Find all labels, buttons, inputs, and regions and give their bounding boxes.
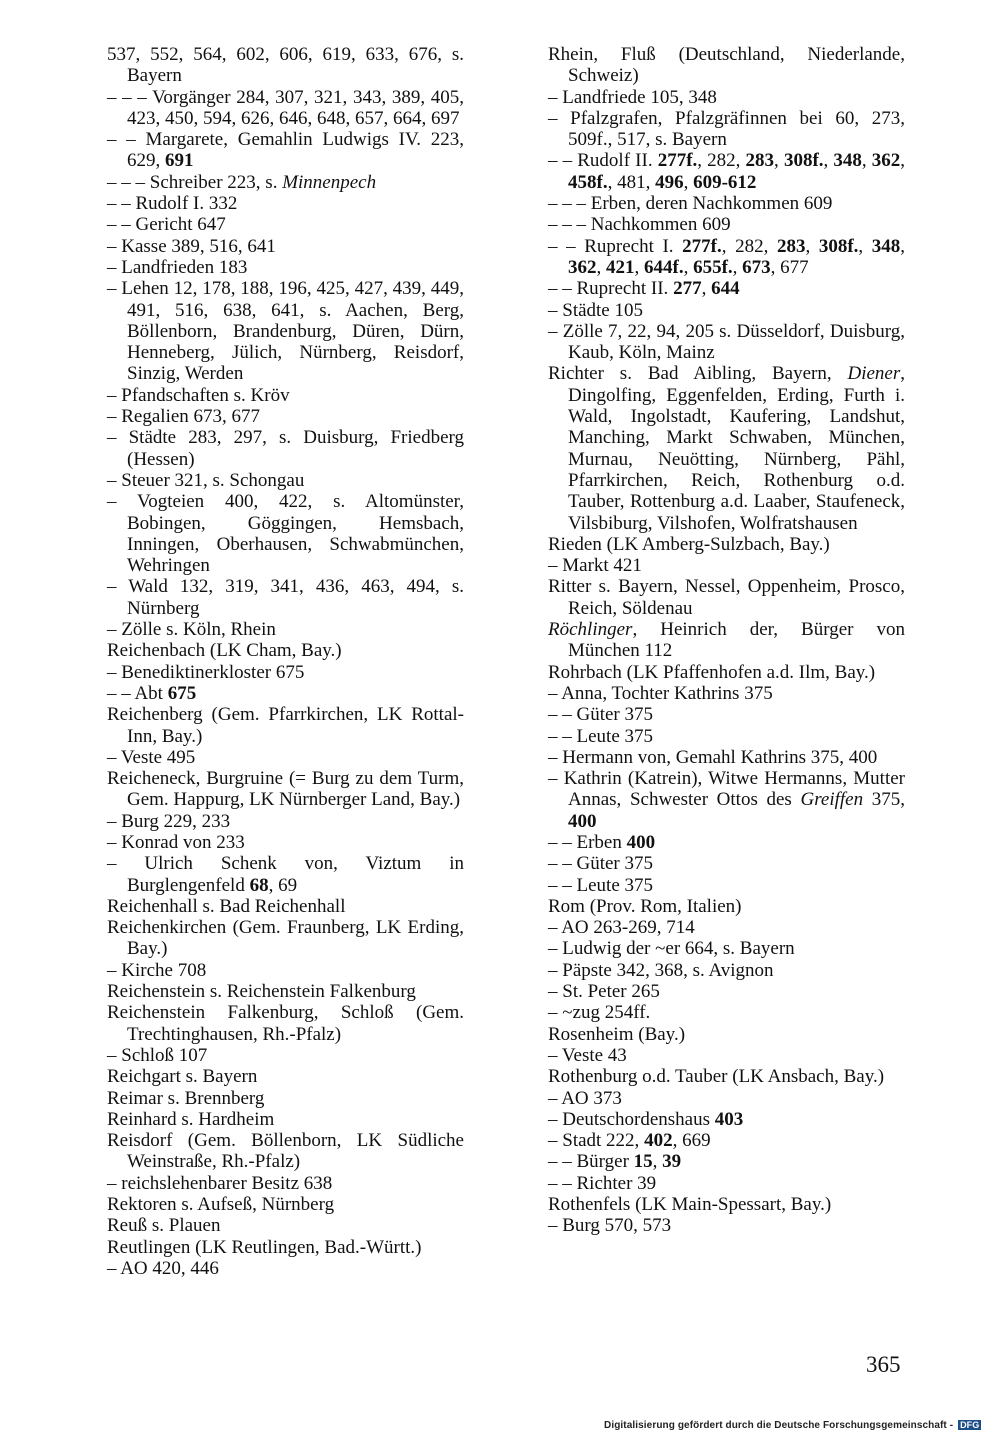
index-entry-text: Rom (Prov. Rom, Italien) bbox=[548, 895, 742, 917]
index-entry bbox=[548, 87, 905, 108]
index-entry-text: , bbox=[900, 150, 906, 172]
index-entry bbox=[107, 576, 464, 619]
index-entry bbox=[107, 1130, 464, 1173]
index-entry-text: – ~zug 254ff. bbox=[548, 1002, 651, 1024]
index-entry-text: – Pfandschaften s. Kröv bbox=[107, 384, 290, 406]
index-entry-text: Reichenkirchen (Gem. Fraunberg, LK Erding, Bay.) bbox=[107, 917, 464, 960]
index-entry bbox=[548, 683, 905, 704]
index-entry-text: – – Erben bbox=[548, 831, 627, 853]
index-entry-text: – Kirche 708 bbox=[107, 959, 207, 981]
index-entry-text: 458f. bbox=[568, 171, 608, 193]
index-entry-text: Rothenfels (LK Main-Spessart, Bay.) bbox=[548, 1194, 832, 1216]
footer-text: Digitalisierung gefördert durch die Deutsche Forschungsgemeinschaft - bbox=[604, 1420, 954, 1431]
index-entry-text: – Regalien 673, 677 bbox=[107, 406, 261, 428]
index-entry-text: – Wald 132, 319, 341, 436, 463, 494, s. Nürnberg bbox=[107, 576, 464, 619]
index-entry bbox=[107, 896, 464, 917]
index-entry-text: – – Rudolf II. bbox=[548, 150, 658, 172]
index-entry-text: 644 bbox=[711, 278, 740, 300]
index-entry-text: 403 bbox=[714, 1108, 744, 1130]
index-entry bbox=[107, 1215, 464, 1236]
index-entry bbox=[107, 683, 464, 704]
index-entry-text: – Pfalzgrafen, Pfalzgräfinnen bei 60, 273, 509f., 517, s. Bayern bbox=[548, 107, 905, 151]
index-entry-text: 362 bbox=[871, 150, 901, 172]
index-entry-text: Greiffen bbox=[800, 789, 864, 811]
index-entry-text: – Hermann von, Gemahl Kathrins 375, 400 bbox=[548, 746, 878, 768]
index-entry bbox=[107, 1045, 464, 1066]
index-entry-text: – – Ruprecht I. bbox=[548, 235, 683, 257]
index-entry bbox=[548, 193, 905, 214]
index-entry bbox=[548, 555, 905, 576]
page-number: 365 bbox=[866, 1352, 901, 1377]
index-entry-text: – Konrad von 233 bbox=[107, 831, 245, 853]
index-entry-text: – Schloß 107 bbox=[107, 1044, 208, 1066]
index-entry-text: – – Ruprecht II. bbox=[548, 278, 674, 300]
index-entry-text: – – – Erben, deren Nachkommen 609 bbox=[548, 193, 833, 215]
index-entry-text: – – – Vorgänger 284, 307, 321, 343, 389, 405, 423, 450, 594, 626, 646, 648, 657, 664, 697 bbox=[107, 86, 464, 129]
index-entry-text: 283 bbox=[745, 150, 775, 172]
index-entry-text: 277f. bbox=[657, 150, 698, 172]
index-entry bbox=[548, 960, 905, 981]
index-entry bbox=[107, 960, 464, 981]
index-entry-text: – – Leute 375 bbox=[548, 874, 654, 896]
index-entry-text: , 481, bbox=[607, 171, 656, 193]
index-entry-text: – Veste 495 bbox=[107, 746, 196, 768]
index-entry-text: Rektoren s. Aufseß, Nürnberg bbox=[107, 1194, 335, 1216]
index-entry-text: 496 bbox=[655, 171, 684, 193]
index-entry-text: – – Leute 375 bbox=[548, 725, 654, 747]
index-entry bbox=[107, 619, 464, 640]
index-entry-text: – reichslehenbarer Besitz 638 bbox=[107, 1172, 333, 1194]
index-entry-text: – Lehen 12, 178, 188, 196, 425, 427, 439, 449, 491, 516, 638, 641, s. Aachen, Berg, Böllenborn, Brandenburg, Düren, Dürn, Henneberg, Jülich, Nürnberg, Reisdorf, Sinzig, Werden bbox=[107, 278, 464, 385]
index-entry bbox=[548, 300, 905, 321]
index-entry bbox=[107, 87, 464, 130]
dfg-logo: DFG bbox=[960, 1420, 980, 1430]
index-entry-text: – Landfriede 105, 348 bbox=[548, 86, 717, 108]
index-entry-text: 362 bbox=[568, 256, 597, 278]
index-entry bbox=[107, 427, 464, 470]
index-entry-text: – – Rudolf I. 332 bbox=[107, 193, 238, 215]
index-entry bbox=[548, 896, 905, 917]
index-entry-text: Reimar s. Brennberg bbox=[107, 1087, 265, 1109]
index-entry-text: , Heinrich der, Bürger von München 112 bbox=[568, 619, 905, 662]
index-entry bbox=[548, 619, 905, 662]
index-entry bbox=[548, 726, 905, 747]
index-entry-text: , bbox=[701, 278, 712, 300]
index-entry bbox=[548, 363, 905, 533]
index-entry-text: – Anna, Tochter Kathrins 375 bbox=[548, 682, 773, 704]
index-entry bbox=[548, 44, 905, 87]
index-entry bbox=[107, 811, 464, 832]
index-entry-text: 609-612 bbox=[693, 171, 757, 193]
index-entry-text: – Burg 229, 233 bbox=[107, 810, 231, 832]
index-entry-text: , bbox=[683, 256, 694, 278]
index-entry-text: Rieden (LK Amberg-Sulzbach, Bay.) bbox=[548, 533, 830, 555]
index-entry-text: 537, 552, 564, 602, 606, 619, 633, 676, s. Bayern bbox=[107, 44, 464, 87]
index-entry-text: – Kasse 389, 516, 641 bbox=[107, 235, 276, 257]
index-entry bbox=[107, 853, 464, 896]
index-entry bbox=[548, 1215, 905, 1236]
index-entry bbox=[107, 491, 464, 576]
index-entry-text: , 282, bbox=[697, 150, 746, 172]
index-entry-text: – – Bürger bbox=[548, 1151, 634, 1173]
index-entry-text: – Kathrin (Katrein), Witwe Hermanns, Mutter Annas, Schwester Ottos des bbox=[548, 768, 905, 811]
index-entry bbox=[548, 1173, 905, 1194]
index-entry-text: Rhein, Fluß (Deutschland, Niederlande, Schweiz) bbox=[548, 44, 905, 87]
index-entry-text: 400 bbox=[626, 831, 656, 853]
index-entry-text: Röchlinger bbox=[548, 619, 633, 641]
index-entry-text: Rosenheim (Bay.) bbox=[548, 1023, 686, 1045]
index-entry-text: – Landfrieden 183 bbox=[107, 256, 248, 278]
index-entry bbox=[548, 1130, 905, 1151]
index-entry-text: – – Güter 375 bbox=[548, 853, 654, 875]
index-entry bbox=[107, 385, 464, 406]
index-entry bbox=[548, 1002, 905, 1023]
index-entry-text: – – Abt bbox=[107, 682, 168, 704]
index-entry-text: Richter s. Bad Aibling, Bayern, bbox=[548, 363, 848, 385]
index-entry-text: Rohrbach (LK Pfaffenhofen a.d. Ilm, Bay.) bbox=[548, 661, 876, 683]
footer-credit bbox=[604, 1420, 981, 1431]
index-entry-text: – AO 373 bbox=[548, 1087, 622, 1109]
index-entry-text: 375, bbox=[863, 789, 906, 811]
index-entry bbox=[548, 662, 905, 683]
index-entry-text: – Ludwig der ~er 664, s. Bayern bbox=[548, 938, 795, 960]
index-entry-text: – – Margarete, Gemahlin Ludwigs IV. 223, 629, bbox=[107, 129, 464, 172]
index-entry-text: 308f. bbox=[818, 235, 859, 257]
index-entry bbox=[548, 108, 905, 151]
index-entry bbox=[107, 257, 464, 278]
index-entry-text: – Steuer 321, s. Schongau bbox=[107, 469, 305, 491]
index-entry-text: , 677 bbox=[770, 256, 809, 278]
index-entry-text: – Deutschordenshaus bbox=[548, 1108, 715, 1130]
index-entry bbox=[107, 470, 464, 491]
index-entry-text: Reicheneck, Burgruine (= Burg zu dem Turm, Gem. Happurg, LK Nürnberger Land, Bay.) bbox=[107, 768, 464, 811]
index-entry-text: , bbox=[861, 150, 872, 172]
index-entry bbox=[107, 1258, 464, 1279]
index-entry-text: Reichenstein s. Reichenstein Falkenburg bbox=[107, 981, 416, 1003]
index-entry-text: Reichenstein Falkenburg, Schloß (Gem. Trechtinghausen, Rh.-Pfalz) bbox=[107, 1002, 464, 1045]
index-entry-text: – Benediktinerkloster 675 bbox=[107, 661, 305, 683]
index-entry-text: Reichgart s. Bayern bbox=[107, 1066, 258, 1088]
index-entry bbox=[548, 576, 905, 619]
index-entry-text: – – Gericht 647 bbox=[107, 214, 226, 236]
index-entry bbox=[107, 236, 464, 257]
index-entry-text: – Vogteien 400, 422, s. Altomünster, Bobingen, Göggingen, Hemsbach, Inningen, Oberhausen, Schwabmünchen, Wehringen bbox=[107, 491, 464, 577]
index-entry-text: , bbox=[823, 150, 834, 172]
index-column-right bbox=[548, 44, 905, 1237]
index-entry-text: , 282, bbox=[721, 235, 777, 257]
index-entry-text: 675 bbox=[167, 682, 197, 704]
index-entry-text: 68 bbox=[249, 874, 269, 896]
index-entry bbox=[107, 747, 464, 768]
index-entry bbox=[548, 704, 905, 725]
index-entry bbox=[107, 662, 464, 683]
index-entry-text: 400 bbox=[568, 810, 597, 832]
index-entry-text: Ritter s. Bayern, Nessel, Oppenheim, Prosco, Reich, Söldenau bbox=[548, 576, 905, 619]
index-entry-text: , 669 bbox=[672, 1130, 711, 1152]
index-entry-text: , bbox=[900, 235, 905, 257]
index-entry-text: – Städte 283, 297, s. Duisburg, Friedberg (Hessen) bbox=[107, 427, 464, 470]
index-entry bbox=[107, 193, 464, 214]
index-entry bbox=[548, 1109, 905, 1130]
index-entry bbox=[107, 981, 464, 1002]
index-entry-text: – Burg 570, 573 bbox=[548, 1215, 672, 1237]
index-entry bbox=[548, 1151, 905, 1172]
index-entry-text: Reichenhall s. Bad Reichenhall bbox=[107, 895, 346, 917]
index-entry bbox=[548, 236, 905, 279]
index-entry bbox=[107, 640, 464, 661]
index-entry bbox=[107, 1002, 464, 1045]
index-entry-text: , bbox=[774, 150, 784, 172]
index-entry-text: , 69 bbox=[268, 874, 298, 896]
index-entry-text: – AO 263-269, 714 bbox=[548, 917, 695, 939]
index-entry bbox=[548, 1088, 905, 1109]
index-entry bbox=[107, 214, 464, 235]
index-entry bbox=[107, 1109, 464, 1130]
index-entry bbox=[107, 1066, 464, 1087]
index-entry-text: – Städte 105 bbox=[548, 299, 643, 321]
index-entry-text: Reisdorf (Gem. Böllenborn, LK Südliche Weinstraße, Rh.-Pfalz) bbox=[107, 1130, 464, 1173]
index-entry-text: 348 bbox=[871, 235, 901, 257]
index-entry-text: – Ulrich Schenk von, Viztum in Burglengenfeld bbox=[107, 853, 464, 896]
index-entry-text: 308f. bbox=[783, 150, 824, 172]
index-entry bbox=[548, 278, 905, 299]
index-entry bbox=[107, 278, 464, 384]
index-entry-text: Rothenburg o.d. Tauber (LK Ansbach, Bay.) bbox=[548, 1066, 885, 1088]
index-entry-text: , bbox=[634, 256, 644, 278]
index-entry bbox=[548, 853, 905, 874]
index-entry-text: 348 bbox=[833, 150, 862, 172]
index-entry bbox=[548, 1066, 905, 1087]
index-entry-text: , Dingolfing, Eggenfelden, Erding, Furth i. Wald, Ingolstadt, Kaufering, Landshut, Manching, Markt Schwaben, München, Murnau, Neuötting, Nürnberg, Pähl, Pfarrkirchen, Reich, Rothenburg o.d. Tauber, Rottenburg a.d. Laaber, Staufeneck, Vilsbiburg, Vilshofen, Wolfratshausen bbox=[568, 363, 905, 534]
index-entry-text: 673 bbox=[742, 256, 771, 278]
index-entry-text: – Päpste 342, 368, s. Avignon bbox=[548, 959, 774, 981]
index-entry-text: – – Richter 39 bbox=[548, 1172, 657, 1194]
index-entry-text: 15 bbox=[633, 1151, 653, 1173]
index-entry bbox=[107, 1237, 464, 1258]
index-entry-text: , bbox=[596, 256, 606, 278]
index-entry-text: , bbox=[732, 256, 743, 278]
index-entry bbox=[107, 129, 464, 172]
index-entry bbox=[107, 44, 464, 87]
index-entry-text: , bbox=[652, 1151, 663, 1173]
index-entry-text: 655f. bbox=[693, 256, 733, 278]
index-entry bbox=[107, 406, 464, 427]
index-entry-text: , bbox=[683, 171, 694, 193]
index-entry bbox=[107, 832, 464, 853]
index-entry bbox=[548, 875, 905, 896]
index-entry-text: Reichenbach (LK Cham, Bay.) bbox=[107, 640, 342, 662]
index-entry-text: , bbox=[858, 235, 872, 257]
index-entry-text: 39 bbox=[662, 1151, 682, 1173]
index-entry-text: 644f. bbox=[644, 256, 684, 278]
index-entry bbox=[107, 172, 464, 193]
index-entry-text: Diener bbox=[847, 363, 901, 385]
index-entry bbox=[548, 150, 905, 193]
index-entry bbox=[548, 321, 905, 364]
index-entry bbox=[107, 1088, 464, 1109]
index-entry-text: – Stadt 222, bbox=[548, 1130, 645, 1152]
index-entry bbox=[107, 1173, 464, 1194]
index-entry-text: Reinhard s. Hardheim bbox=[107, 1108, 275, 1130]
index-entry bbox=[107, 1194, 464, 1215]
index-entry bbox=[548, 938, 905, 959]
index-entry-text: – Zölle 7, 22, 94, 205 s. Düsseldorf, Duisburg, Kaub, Köln, Mainz bbox=[548, 320, 905, 364]
index-entry-text: Reichenberg (Gem. Pfarrkirchen, LK Rottal-Inn, Bay.) bbox=[107, 704, 464, 747]
index-entry bbox=[548, 1024, 905, 1045]
index-entry-text: 691 bbox=[165, 150, 194, 172]
index-entry-text: – St. Peter 265 bbox=[548, 981, 660, 1003]
index-entry-text: , bbox=[805, 235, 819, 257]
index-entry-text: – – – Schreiber 223, s. bbox=[107, 171, 283, 193]
index-entry-text: 277 bbox=[673, 278, 702, 300]
index-entry-text: 283 bbox=[776, 235, 806, 257]
index-entry bbox=[548, 768, 905, 832]
index-entry-text: Minnenpech bbox=[282, 171, 377, 193]
index-entry-text: – Markt 421 bbox=[548, 555, 642, 577]
index-column-left bbox=[107, 44, 464, 1279]
index-entry-text: 421 bbox=[606, 256, 635, 278]
index-entry-text: – – – Nachkommen 609 bbox=[548, 214, 731, 236]
index-entry bbox=[548, 214, 905, 235]
index-entry bbox=[548, 1194, 905, 1215]
index-entry-text: 277f. bbox=[682, 235, 722, 257]
index-entry bbox=[107, 917, 464, 960]
index-entry bbox=[548, 747, 905, 768]
index-entry-text: – Zölle s. Köln, Rhein bbox=[107, 619, 276, 641]
index-entry-text: – – Güter 375 bbox=[548, 704, 654, 726]
index-entry-text: Reutlingen (LK Reutlingen, Bad.-Württ.) bbox=[107, 1236, 422, 1258]
index-entry bbox=[548, 832, 905, 853]
index-entry bbox=[107, 768, 464, 811]
index-entry-text: – Veste 43 bbox=[548, 1044, 627, 1066]
index-entry-text: – AO 420, 446 bbox=[107, 1257, 219, 1279]
index-entry bbox=[548, 917, 905, 938]
index-entry bbox=[107, 704, 464, 747]
index-entry bbox=[548, 981, 905, 1002]
index-entry-text: 402 bbox=[644, 1130, 673, 1152]
index-entry bbox=[548, 1045, 905, 1066]
index-entry bbox=[548, 534, 905, 555]
index-entry-text: Reuß s. Plauen bbox=[107, 1215, 221, 1237]
